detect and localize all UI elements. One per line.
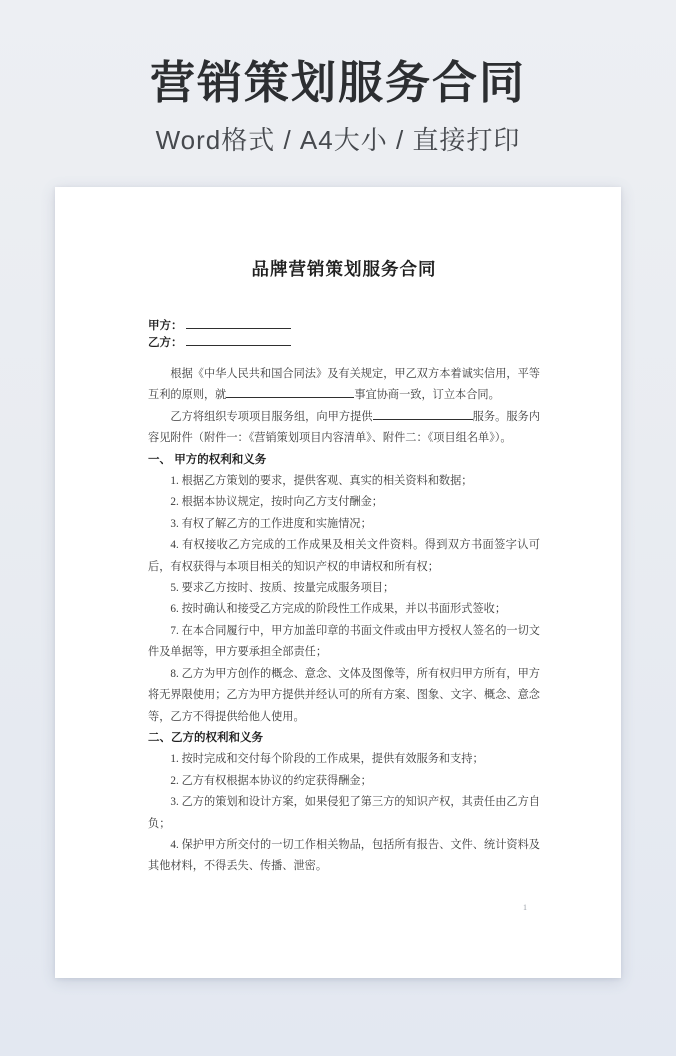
section-1-clause-1: 1. 根据乙方策划的要求，提供客观、真实的相关资料和数据； — [170, 475, 473, 488]
section-1-clause-6: 6. 按时确认和接受乙方完成的阶段性工作成果，并以书面形式签收； — [170, 603, 507, 616]
banner — [0, 0, 676, 157]
section-1-clause-8: 8. 乙方为甲方创作的概念、意念、文体及图像等，所有权归甲方所有，甲方将无界限使用；乙方为甲方提供并经认可的所有方案、图象、文字、概念、意念等，乙方不得提供给他人使用。 — [148, 667, 540, 723]
party-b-label: 乙方： — [148, 336, 183, 349]
party-a-row — [148, 318, 540, 335]
section-2-heading: 二、乙方的权利和义务 — [148, 731, 263, 744]
intro-paragraph-1 — [148, 364, 540, 407]
intro-paragraph-2 — [148, 407, 540, 450]
banner-title: 营销策划服务合同 — [149, 57, 526, 108]
section-1-clause-5: 5. 要求乙方按时、按质、按量完成服务项目； — [170, 582, 395, 595]
intro-2-text-after: 服务。服务内容见附件（附件一：《营销策划项目内容清单》、附件二：《项目组名单》）。 — [148, 410, 540, 445]
document-title: 品牌营销策划服务合同 — [251, 259, 437, 279]
party-b-row — [148, 335, 540, 352]
section-1-clause-3: 3. 有权了解乙方的工作进度和实施情况； — [170, 517, 372, 530]
intro-2-blank-line — [373, 409, 473, 420]
section-2-clause-2: 2. 乙方有权根据本协议的约定获得酬金； — [170, 774, 372, 787]
intro-2-text-before: 乙方将组织专项项目服务组，向甲方提供 — [170, 410, 373, 423]
section-1-heading: 一、 甲方的权利和义务 — [148, 453, 267, 466]
party-a-label: 甲方： — [148, 320, 183, 332]
intro-1-text-before: 根据《中华人民共和国合同法》及有关规定，甲乙双方本着诚实信用，平等互利的原则，就 — [148, 368, 540, 402]
section-1-clause-7: 7. 在本合同履行中，甲方加盖印章的书面文件或由甲方授权人签名的一切文件及单据等，甲方要承担全部责任； — [148, 624, 540, 659]
page-number: 1 — [523, 903, 527, 912]
intro-1-blank-line — [226, 387, 354, 398]
section-2-clause-3: 3. 乙方的策划和设计方案，如果侵犯了第三方的知识产权，其责任由乙方自负； — [148, 796, 540, 830]
contract-body — [148, 364, 540, 878]
section-1-clause-4: 4. 有权接收乙方完成的工作成果及相关文件资料。得到双方书面签字认可后，有权获得与本项目相关的知识产权的申请权和所有权； — [148, 539, 540, 573]
section-2-clause-4: 4. 保护甲方所交付的一切工作相关物品，包括所有报告、文件、统计资料及其他材料，不得丢失、传播、泄密。 — [148, 838, 540, 873]
banner-subtitle: Word格式 / A4大小 / 直接打印 — [155, 125, 521, 155]
section-2-clause-1: 1. 按时完成和交付每个阶段的工作成果，提供有效服务和支持； — [170, 753, 484, 766]
party-b-blank-line — [186, 335, 291, 346]
intro-1-text-after: 事宜协商一致，订立本合同。 — [354, 389, 500, 402]
party-a-blank-line — [186, 318, 291, 329]
document-page — [55, 187, 621, 978]
section-1-clause-2: 2. 根据本协议规定，按时向乙方支付酬金； — [170, 496, 383, 509]
document-content — [55, 187, 621, 878]
